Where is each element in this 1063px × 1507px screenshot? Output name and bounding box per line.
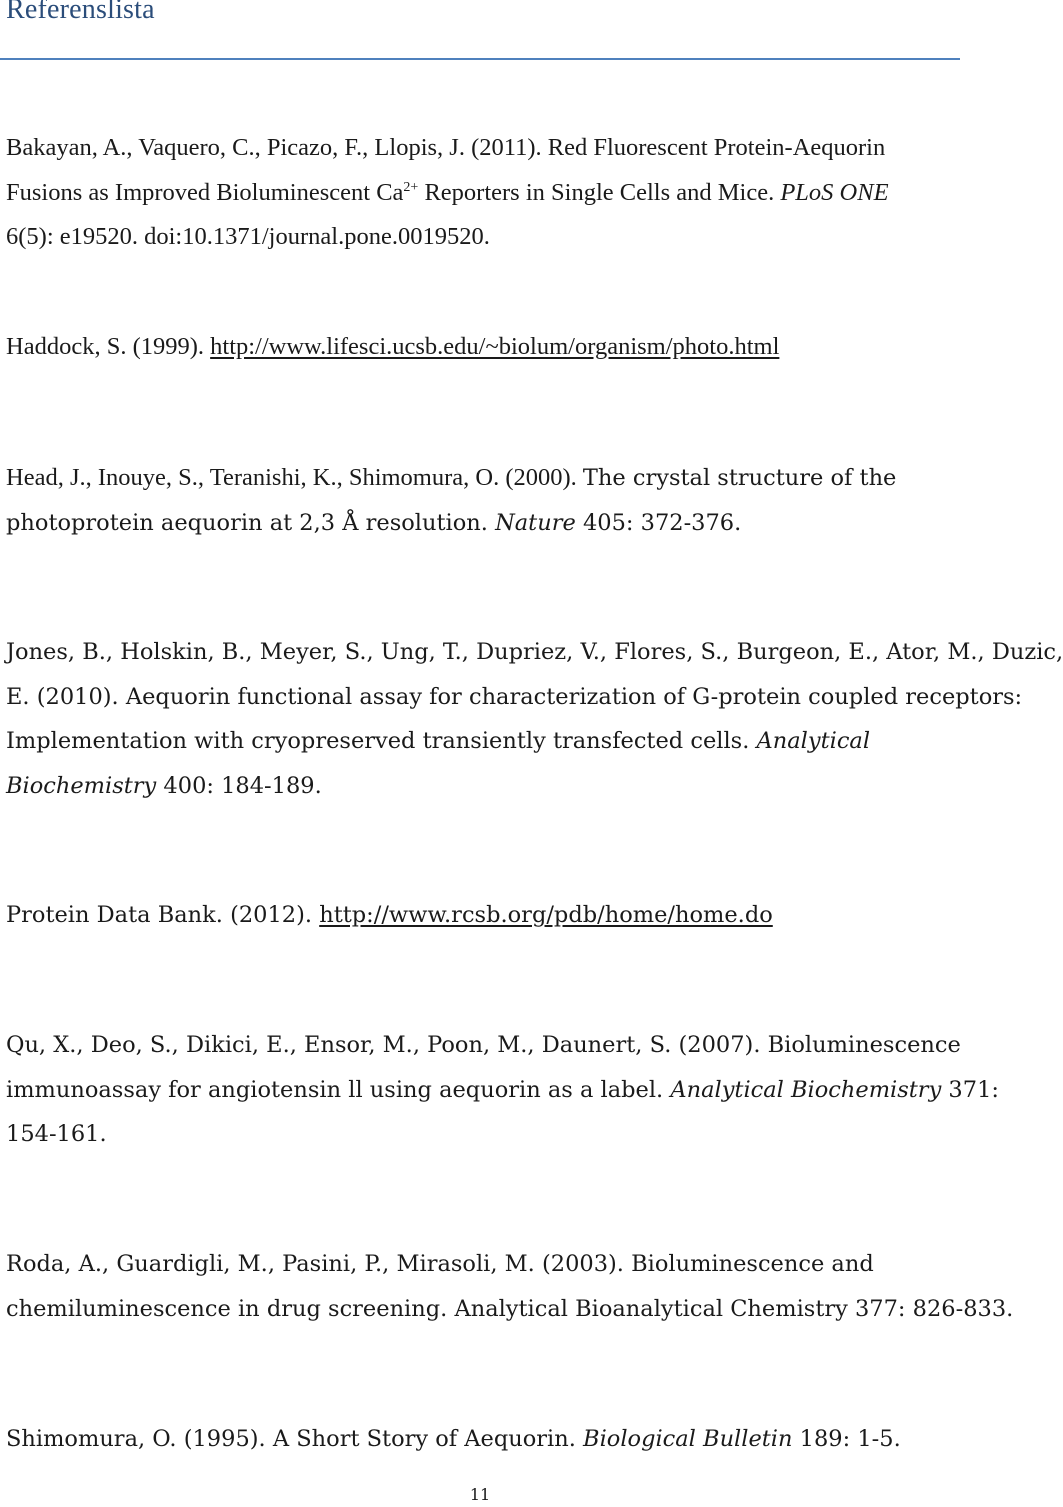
reference-shimomura bbox=[6, 1417, 956, 1462]
reference-pdb bbox=[6, 893, 956, 938]
journal-title: PLoS ONE bbox=[780, 178, 889, 206]
reference-text: 400: 184-189. bbox=[156, 772, 322, 799]
journal-title: Biological Bulletin bbox=[583, 1426, 793, 1452]
reference-text: immunoassay for angiotensin ll using aequorin as a label. bbox=[6, 1076, 671, 1103]
reference-text: photoprotein aequorin at 2,3 Å resolution. bbox=[6, 509, 496, 536]
reference-text: 371: bbox=[941, 1076, 999, 1103]
reference-line: E. (2010). Aequorin functional assay for characterization of G-protein coupled receptors: bbox=[6, 683, 1023, 710]
reference-line: chemiluminescence in drug screening. Analytical Bioanalytical Chemistry 377: 826-833. bbox=[6, 1295, 1014, 1322]
journal-title: Nature bbox=[495, 509, 576, 536]
reference-line: Jones, B., Holskin, B., Meyer, S., Ung, T., Dupriez, V., Flores, S., Burgeon, E., Ator, M., Duzic, bbox=[6, 639, 1063, 665]
reference-text: Fusions as Improved Bioluminescent Ca bbox=[6, 178, 404, 206]
reference-text: The crystal structure of the bbox=[582, 465, 897, 491]
reference-line bbox=[6, 325, 956, 370]
reference-line bbox=[6, 456, 956, 501]
page-number: 11 bbox=[469, 1485, 491, 1504]
journal-title: Analytical bbox=[756, 728, 871, 754]
reference-line: Bakayan, A., Vaquero, C., Picazo, F., Llopis, J. (2011). Red Fluorescent Protein-Aequorin bbox=[6, 134, 886, 161]
reference-text: Implementation with cryopreserved transiently transfected cells. bbox=[6, 728, 757, 754]
reference-text: 405: 372-376. bbox=[575, 509, 742, 536]
reference-text: Reporters in Single Cells and Mice. bbox=[418, 178, 781, 206]
page-heading: Referenslista bbox=[6, 0, 155, 25]
reference-line: Roda, A., Guardigli, M., Pasini, P., Mirasoli, M. (2003). Bioluminescence and bbox=[6, 1251, 874, 1277]
reference-line bbox=[6, 1417, 956, 1462]
pdb-url-link[interactable]: http://www.rcsb.org/pdb/home/home.do bbox=[319, 902, 773, 928]
reference-jones bbox=[6, 630, 1063, 808]
reference-text: 189: 1-5. bbox=[792, 1426, 901, 1452]
reference-line bbox=[6, 719, 956, 764]
reference-line: 154-161. bbox=[6, 1121, 107, 1147]
reference-bakayan bbox=[6, 126, 956, 260]
reference-line bbox=[6, 893, 956, 938]
reference-line: 6(5): e19520. doi:10.1371/journal.pone.0019520. bbox=[6, 223, 490, 250]
reference-text: Protein Data Bank. (2012). bbox=[6, 902, 320, 928]
reference-text: Head, J., Inouye, S., Teranishi, K., Shimomura, O. (2000). bbox=[6, 464, 583, 491]
reference-line: Qu, X., Deo, S., Dikici, E., Ensor, M., Poon, M., Daunert, S. (2007). Bioluminescence bbox=[6, 1032, 961, 1058]
superscript: 2+ bbox=[403, 179, 419, 195]
reference-head bbox=[6, 456, 956, 545]
reference-text: Haddock, S. (1999). bbox=[6, 333, 211, 360]
reference-line bbox=[6, 171, 956, 216]
reference-qu bbox=[6, 1023, 999, 1157]
haddock-url-link[interactable]: http://www.lifesci.ucsb.edu/~biolum/organism/photo.html bbox=[210, 333, 780, 360]
journal-title: Analytical Biochemistry bbox=[670, 1076, 942, 1103]
reference-line bbox=[6, 501, 956, 546]
reference-line bbox=[6, 1068, 999, 1113]
reference-line bbox=[6, 764, 956, 809]
reference-roda bbox=[6, 1242, 1014, 1331]
heading-rule bbox=[0, 58, 960, 60]
journal-title: Biochemistry bbox=[6, 772, 157, 799]
reference-haddock bbox=[6, 325, 956, 370]
reference-text: Shimomura, O. (1995). A Short Story of Aequorin. bbox=[6, 1426, 584, 1452]
